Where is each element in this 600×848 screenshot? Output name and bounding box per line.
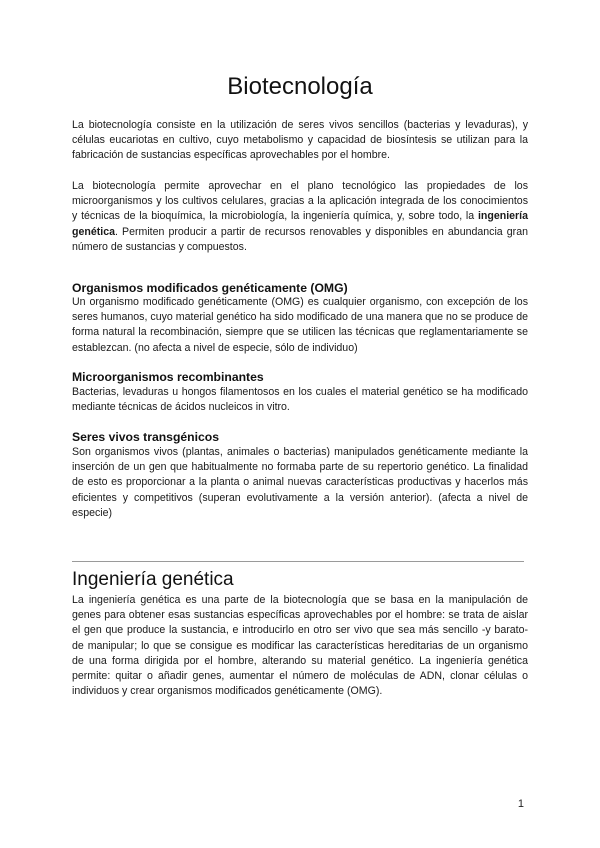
bold-term: ingeniería genética (72, 210, 528, 238)
section-text-microorganisms: Bacterias, levaduras u hongos filamentosos en los cuales el material genético se ha modificado mediante técnicas de ácidos nucleicos in vitro. (72, 386, 528, 414)
genetics-paragraph: La ingeniería genética es una parte de la biotecnología que se basa en la manipulación de genes para obtener esas sustancias específicas aprovechables por el hombre: se trata de aislar el gen que produce la sustancia, e introducirlo en otro ser vivo que sea más sencillo -y barato- de manipular; lo que se consigue es modificar las características hereditarias de un organismo de una forma dirigida por el hombre, alterando su material genético. La ingeniería genética permite: quitar o añadir genes, aumentar el número de moléculas de ADN, clonar células o individuos y crear organismos modificados genéticamente (OMG). (72, 594, 528, 698)
second-paragraph-text-end: . Permiten producir a partir de recursos renovables y disponibles en abundancia gran número de sustancias y compuestos. (72, 225, 528, 253)
section-divider (72, 561, 524, 562)
genetics-heading: Ingeniería genética (72, 569, 234, 590)
page-title: Biotecnología (227, 73, 373, 100)
page-number: 1 (517, 798, 524, 810)
section-heading-omg: Organismos modificados genéticamente (OMG) (72, 281, 348, 295)
intro-paragraph: La biotecnología consiste en la utilización de seres vivos sencillos (bacterias y levaduras), y células eucariotas en cultivo, cuyo metabolismo y capacidad de biosíntesis se utilizan para la fabricación de sustancias específicas aprovechables por el hombre. (72, 119, 528, 162)
second-paragraph-text-start: La biotecnología permite aprovechar en el plano tecnológico las propiedades de los microorganismos y los cultivos celulares, gracias a la aplicación integrada de los conocimientos y técnicas de la bioquímica, la microbiología, la ingeniería química, y, sobre todo, la (72, 180, 528, 223)
section-heading-microorganisms: Microorganismos recombinantes (72, 370, 264, 384)
section-text-transgenic: Son organismos vivos (plantas, animales o bacterias) manipulados genéticamente mediante la inserción de un gen que habitualmente no formaba parte de su repertorio genético. La finalidad de esto es proporcionar a la planta o animal nuevas características productivas y hacerlos más eficientes y competitivos (superan evolutivamente a la versión anterior). (afecta a nivel de especie) (72, 446, 528, 519)
section-text-omg: Un organismo modificado genéticamente (OMG) es cualquier organismo, con excepción de los seres humanos, cuyo material genético ha sido modificado de una manera que no se produce de forma natural la recombinación, siempre que se utilicen las técnicas que reglamentariamente se establezcan. (no afecta a nivel de especie, sólo de individuo) (72, 296, 528, 354)
section-heading-transgenic: Seres vivos transgénicos (72, 430, 219, 444)
second-paragraph (72, 179, 528, 255)
